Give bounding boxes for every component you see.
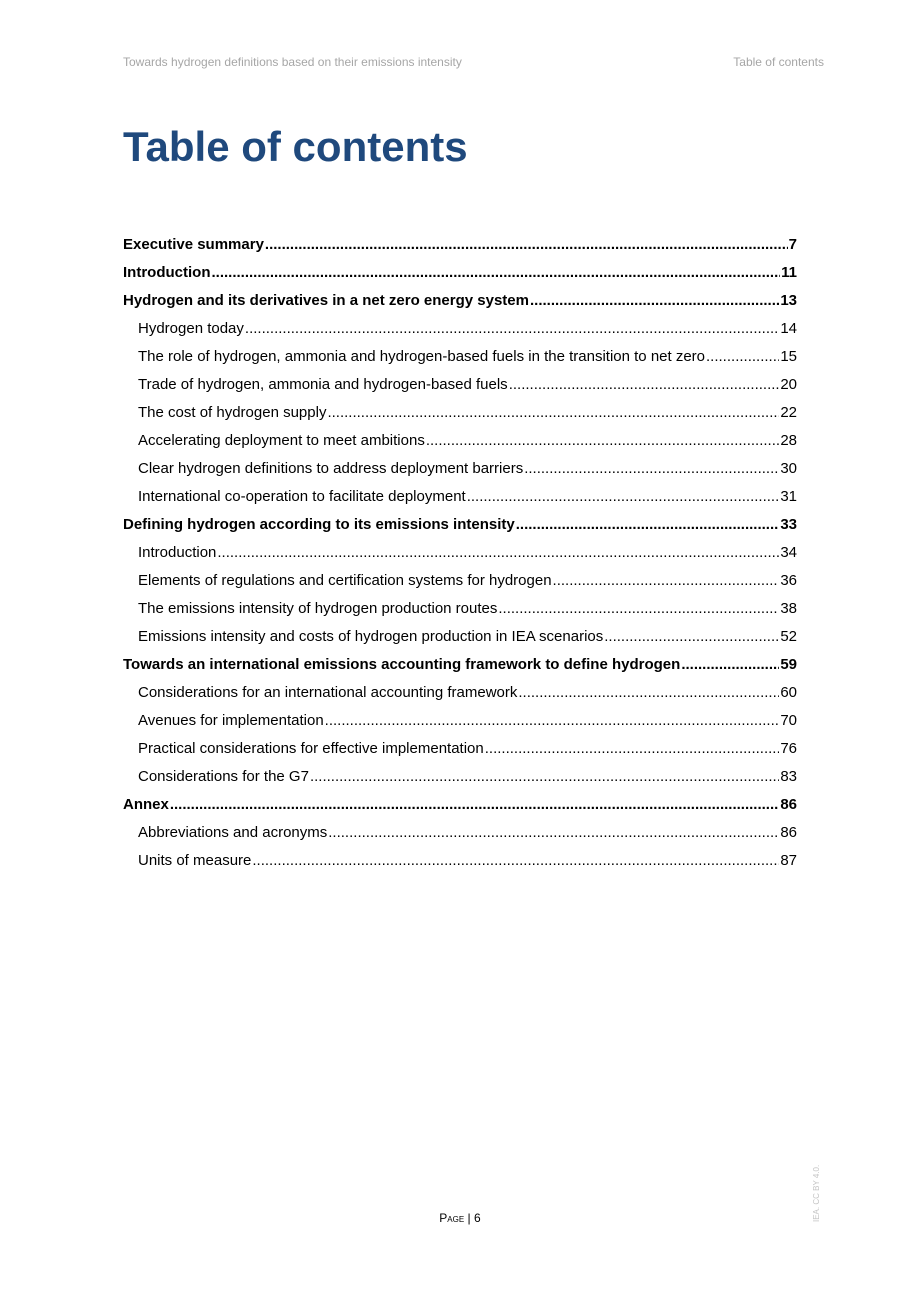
toc-dot-leader bbox=[310, 763, 779, 791]
toc-page-number: 30 bbox=[780, 460, 797, 477]
toc-dot-leader bbox=[217, 539, 779, 567]
toc-page-number: 86 bbox=[780, 796, 797, 813]
page-footer bbox=[0, 1211, 920, 1225]
toc-subsection-entry[interactable] bbox=[123, 679, 797, 707]
footer-page-label: Page bbox=[439, 1211, 465, 1225]
toc-entry-title: Considerations for an international accounting framework bbox=[138, 684, 518, 701]
toc-page-number: 52 bbox=[780, 628, 797, 645]
toc-dot-leader bbox=[553, 567, 780, 595]
running-header-section-title: Table of contents bbox=[733, 55, 824, 69]
toc-page-number: 86 bbox=[780, 824, 797, 841]
toc-entry-title: Hydrogen and its derivatives in a net zero energy system bbox=[123, 292, 529, 309]
toc-section-entry[interactable] bbox=[123, 259, 797, 287]
toc-section-entry[interactable] bbox=[123, 651, 797, 679]
toc-page-number: 59 bbox=[780, 656, 797, 673]
toc-entry-title: Avenues for implementation bbox=[138, 712, 324, 729]
toc-subsection-entry[interactable] bbox=[123, 595, 797, 623]
toc-entry-title: Executive summary bbox=[123, 236, 264, 253]
toc-subsection-entry[interactable] bbox=[123, 455, 797, 483]
toc-entry-title: Trade of hydrogen, ammonia and hydrogen-based fuels bbox=[138, 376, 508, 393]
toc-entry-title: Defining hydrogen according to its emissions intensity bbox=[123, 516, 515, 533]
toc-entry-title: International co-operation to facilitate deployment bbox=[138, 488, 466, 505]
toc-subsection-entry[interactable] bbox=[123, 399, 797, 427]
toc-subsection-entry[interactable] bbox=[123, 623, 797, 651]
toc-entry-title: Introduction bbox=[123, 264, 211, 281]
toc-page-number: 87 bbox=[780, 852, 797, 869]
toc-subsection-entry[interactable] bbox=[123, 427, 797, 455]
toc-subsection-entry[interactable] bbox=[123, 315, 797, 343]
toc-dot-leader bbox=[265, 231, 788, 259]
toc-dot-leader bbox=[524, 455, 779, 483]
toc-entry-title: Hydrogen today bbox=[138, 320, 244, 337]
toc-dot-leader bbox=[498, 595, 779, 623]
toc-page-number: 83 bbox=[780, 768, 797, 785]
toc-entry-title: Accelerating deployment to meet ambitions bbox=[138, 432, 425, 449]
toc-page-number: 36 bbox=[780, 572, 797, 589]
toc-dot-leader bbox=[485, 735, 780, 763]
toc-page-number: 15 bbox=[780, 348, 797, 365]
toc-dot-leader bbox=[518, 679, 779, 707]
toc-entry-title: Towards an international emissions accounting framework to define hydrogen bbox=[123, 656, 681, 673]
table-of-contents bbox=[123, 231, 797, 875]
toc-entry-title: Practical considerations for effective implementation bbox=[138, 740, 484, 757]
toc-dot-leader bbox=[509, 371, 780, 399]
toc-page-number: 22 bbox=[780, 404, 797, 421]
toc-entry-title: The cost of hydrogen supply bbox=[138, 404, 327, 421]
toc-entry-title: Elements of regulations and certification systems for hydrogen bbox=[138, 572, 552, 589]
toc-dot-leader bbox=[530, 287, 779, 315]
toc-entry-title: Annex bbox=[123, 796, 169, 813]
toc-page-number: 38 bbox=[780, 600, 797, 617]
toc-subsection-entry[interactable] bbox=[123, 483, 797, 511]
toc-dot-leader bbox=[706, 343, 779, 371]
toc-dot-leader bbox=[327, 399, 779, 427]
footer-page-number: 6 bbox=[474, 1211, 481, 1225]
toc-page-number: 70 bbox=[780, 712, 797, 729]
toc-subsection-entry[interactable] bbox=[123, 819, 797, 847]
toc-subsection-entry[interactable] bbox=[123, 847, 797, 875]
toc-page-number: 31 bbox=[780, 488, 797, 505]
toc-page-number: 14 bbox=[780, 320, 797, 337]
toc-entry-title: Emissions intensity and costs of hydrogen production in IEA scenarios bbox=[138, 628, 604, 645]
toc-entry-title: The role of hydrogen, ammonia and hydrogen-based fuels in the transition to net zero bbox=[138, 348, 706, 365]
toc-subsection-entry[interactable] bbox=[123, 763, 797, 791]
toc-subsection-entry[interactable] bbox=[123, 567, 797, 595]
toc-dot-leader bbox=[604, 623, 779, 651]
toc-dot-leader bbox=[516, 511, 780, 539]
toc-dot-leader bbox=[170, 791, 779, 819]
toc-entry-title: Considerations for the G7 bbox=[138, 768, 309, 785]
toc-dot-leader bbox=[325, 707, 780, 735]
toc-page-number: 20 bbox=[780, 376, 797, 393]
toc-dot-leader bbox=[467, 483, 780, 511]
toc-dot-leader bbox=[426, 427, 779, 455]
toc-dot-leader bbox=[328, 819, 779, 847]
running-header bbox=[123, 55, 824, 71]
toc-dot-leader bbox=[681, 651, 779, 679]
toc-subsection-entry[interactable] bbox=[123, 707, 797, 735]
toc-dot-leader bbox=[245, 315, 779, 343]
toc-page-number: 34 bbox=[780, 544, 797, 561]
toc-section-entry[interactable] bbox=[123, 287, 797, 315]
toc-page-number: 28 bbox=[780, 432, 797, 449]
toc-entry-title: The emissions intensity of hydrogen production routes bbox=[138, 600, 498, 617]
toc-page-number: 11 bbox=[781, 264, 797, 281]
toc-dot-leader bbox=[252, 847, 779, 875]
toc-subsection-entry[interactable] bbox=[123, 735, 797, 763]
toc-entry-title: Clear hydrogen definitions to address deployment barriers bbox=[138, 460, 524, 477]
license-notice: IEA. CC BY 4.0. bbox=[812, 1164, 821, 1222]
toc-section-entry[interactable] bbox=[123, 791, 797, 819]
toc-page-number: 76 bbox=[780, 740, 797, 757]
running-header-document-title: Towards hydrogen definitions based on their emissions intensity bbox=[123, 55, 462, 69]
toc-subsection-entry[interactable] bbox=[123, 539, 797, 567]
toc-section-entry[interactable] bbox=[123, 231, 797, 259]
toc-entry-title: Units of measure bbox=[138, 852, 252, 869]
toc-page-number: 33 bbox=[780, 516, 797, 533]
toc-section-entry[interactable] bbox=[123, 511, 797, 539]
toc-subsection-entry[interactable] bbox=[123, 343, 797, 371]
toc-page-number: 7 bbox=[788, 236, 797, 253]
toc-subsection-entry[interactable] bbox=[123, 371, 797, 399]
toc-entry-title: Introduction bbox=[138, 544, 217, 561]
page-title: Table of contents bbox=[123, 123, 468, 170]
footer-separator: | bbox=[467, 1211, 471, 1225]
toc-entry-title: Abbreviations and acronyms bbox=[138, 824, 328, 841]
toc-dot-leader bbox=[211, 259, 780, 287]
toc-page-number: 60 bbox=[780, 684, 797, 701]
toc-page-number: 13 bbox=[780, 292, 797, 309]
